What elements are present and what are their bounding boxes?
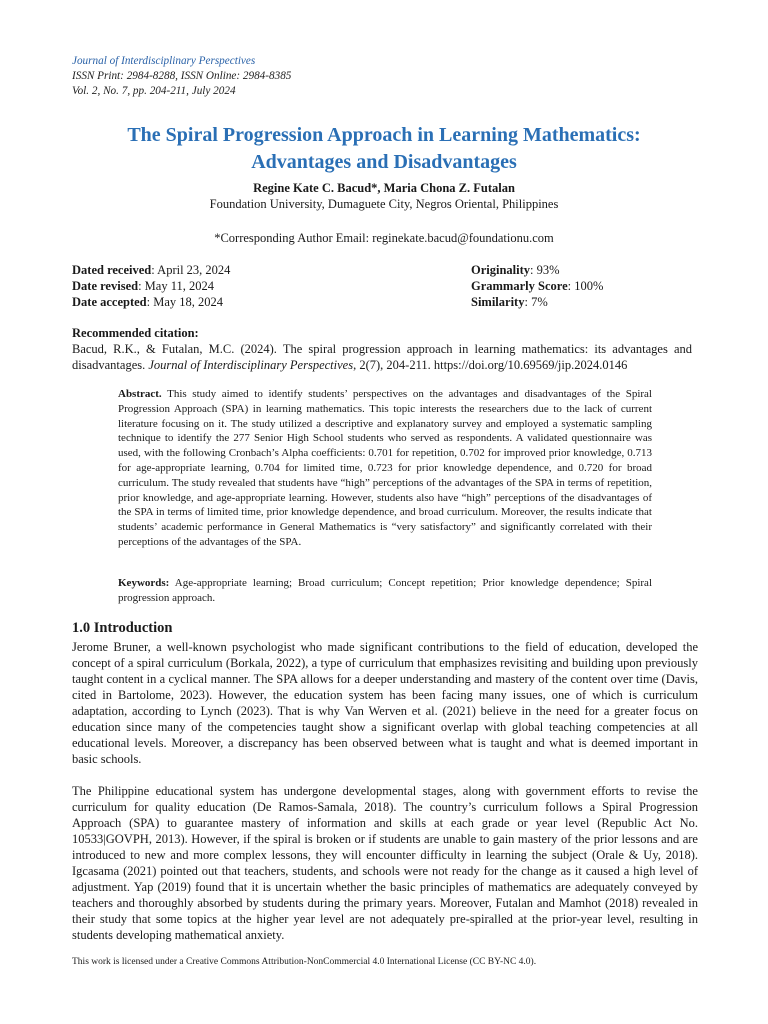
citation-text-a: Bacud, R.K., & Futalan, M.C. (2024). The spiral progression approach in learning mathematics: its advantages and disadvantages. [72, 342, 692, 372]
journal-volume: Vol. 2, No. 7, pp. 204-211, July 2024 [72, 85, 236, 97]
paper-title-line-2: Advantages and Disadvantages [251, 151, 517, 173]
journal-name: Journal of Interdisciplinary Perspectives [72, 55, 256, 67]
keywords [118, 576, 652, 606]
date-revised: Date revised: May 11, 2024 [72, 279, 214, 293]
paper-title-line-1: The Spiral Progression Approach in Learning Mathematics: [127, 124, 641, 146]
keywords-text: Age-appropriate learning; Broad curriculum; Concept repetition; Prior knowledge dependence; Spiral progression approach. [118, 577, 652, 604]
publication-dates [72, 262, 452, 310]
abstract [118, 387, 652, 550]
recommended-citation [72, 325, 692, 373]
quality-scores [471, 262, 701, 310]
originality-score: Originality: 93% [471, 263, 560, 277]
grammarly-score: Grammarly Score: 100% [471, 279, 604, 293]
abstract-label: Abstract. [118, 388, 162, 400]
section-heading-introduction: 1.0 Introduction [72, 620, 173, 636]
journal-header [72, 54, 672, 99]
journal-issn: ISSN Print: 2984-8288, ISSN Online: 2984-8385 [72, 70, 292, 82]
date-received: Dated received: April 23, 2024 [72, 263, 231, 277]
date-accepted: Date accepted: May 18, 2024 [72, 295, 224, 309]
citation-journal: Journal of Interdisciplinary Perspectives [148, 358, 354, 372]
keywords-label: Keywords: [118, 577, 170, 589]
affiliation: Foundation University, Dumaguete City, Negros Oriental, Philippines [209, 197, 559, 211]
similarity-score: Similarity: 7% [471, 295, 548, 309]
abstract-text: This study aimed to identify students’ perspectives on the advantages and disadvantages of the Spiral Progression Approach (SPA) in learning mathematics. This topic interests the researchers due to the lack of current literature focusing on it. The study utilized a descriptive and explanatory survey and employed a systematic sampling technique to identify the 277 Senior High School students who served as respondents. A validated questionnaire was used, with the following Cronbach’s Alpha coefficients: 0.701 for repetition, 0.702 for improved prior knowledge, 0.713 for age-appropriate learning, 0.704 for limited time, 0.723 for prior knowledge dependence, and 0.720 for broad curriculum. The study revealed that students have “high” perceptions of the advantages of the SPA in terms of repetition, prior knowledge, and age-appropriate learning. However, students also have “high” perceptions of the disadvantages of the SPA in terms of limited time, prior knowledge dependence, and broad curriculum. Moreover, the results indicate that students’ academic performance in General Mathematics is “very satisfactory” and significantly correlated with their perceptions of the advantages of the SPA. [118, 388, 652, 548]
intro-paragraph-1: Jerome Bruner, a well-known psychologist who made significant contributions to the field of education, developed the concept of a spiral curriculum (Borkala, 2022), a type of curriculum that emphasizes revisiting and building upon previously taught content in a cyclical manner. The SPA allows for a deeper understanding and mastery of the content over time (Davis, cited in Bartolome, 2023). However, the education system has been facing many issues, one of which is curriculum adaptation, according to Lynch (2023). That is why Van Werven et al. (2021) believe in the need for a greater focus on education since many of the competencies taught show a significant overlap with global teaching competencies at all educational levels. Moreover, a discrepancy has been observed between what is taught and what is deemed important in basic schools. [72, 640, 698, 766]
author-list: Regine Kate C. Bacud*, Maria Chona Z. Futalan [253, 181, 515, 195]
license-footer: This work is licensed under a Creative Commons Attribution-NonCommercial 4.0 International License (CC BY-NC 4.0). [72, 957, 537, 967]
corresponding-author-email: *Corresponding Author Email: reginekate.bacud@foundationu.com [214, 231, 554, 245]
paper-title [60, 122, 708, 176]
citation-text-b[interactable]: , 2(7), 204-211. https://doi.org/10.69569/jip.2024.0146 [353, 358, 628, 372]
citation-heading: Recommended citation: [72, 326, 199, 340]
intro-paragraph-2: The Philippine educational system has undergone developmental stages, along with government efforts to revise the curriculum for quality education (De Ramos-Samala, 2018). The country’s curriculum follows a Spiral Progression Approach (SPA) to guarantee mastery of information and skills at each grade or year level (Republic Act No. 10533|GOVPH, 2013). However, if the spiral is broken or if students are unable to gain mastery of the prior lessons and are introduced to new and more complex lessons, they will encounter difficulty in learning the subject (Orale & Uy, 2018). Igcasama (2021) pointed out that teachers, students, and schools were not ready for the change as it caused a high level of adjustment. Yap (2019) found that it is uncertain whether the basic principles of mathematics are adequately conveyed by teachers and thoroughly absorbed by students during the primary years. Moreover, Futalan and Mamhot (2018) revealed in their study that some topics at the higher year level are not adequately pre-spiralled at the prior-year level, resulting in students developing mathematical anxiety. [72, 784, 698, 942]
